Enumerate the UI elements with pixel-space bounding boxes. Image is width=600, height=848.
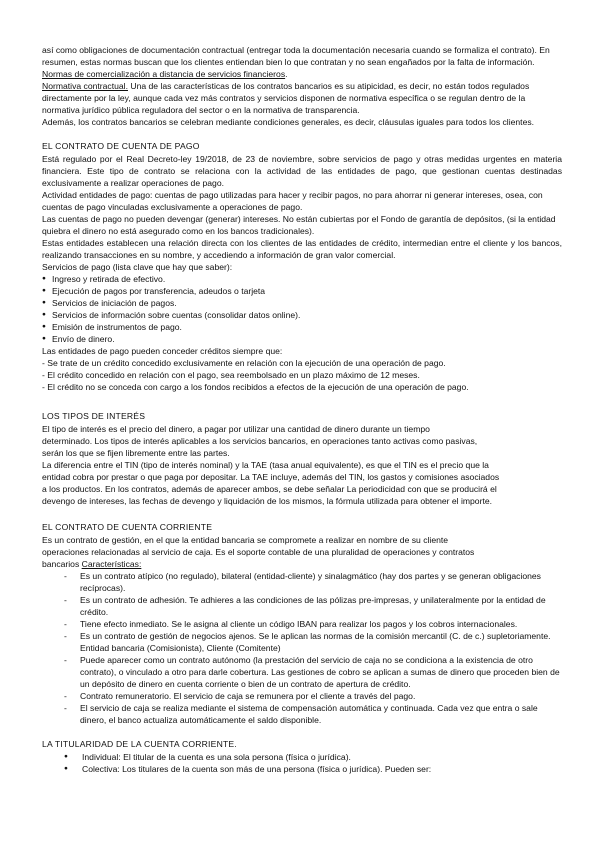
list-item: - El servicio de caja se realiza mediante el sistema de compensación automática y continuada. Cada vez que entra o sale dinero, el banco actualiza automáticamente el saldo disponible.	[42, 702, 562, 726]
list-item: ● Servicios de iniciación de pagos.	[42, 297, 562, 309]
credit-condition: - El crédito concedido en relación con el pago, sea reembolsado en un plazo máximo de 12 meses.	[42, 370, 420, 380]
characteristics-label: Características:	[81, 559, 142, 569]
pago-paragraph-1: Está regulado por el Real Decreto-ley 19/2018, de 23 de noviembre, sobre servicios de pago y otras medidas urgentes en materia financiera. Este tipo de contrato se relaciona con la actividad de las entidades de pago, que gestionan cuentas destinadas exclusivamente a realizar operaciones de pago.	[42, 154, 562, 188]
distance-rules-link: Normas de comercialización a distancia de servicios financieros	[42, 69, 286, 79]
intro-paragraph: así como obligaciones de documentación contractual (entregar toda la documentación necesaria cuando se formaliza el contrato). En resumen, estas normas buscan que los clientes entiendan bien lo que contratan y no sean engañados por la falta de información.	[42, 45, 550, 67]
list-item: - Es un contrato de adhesión. Te adhieres a las condiciones de las pólizas pre-impresas, y unilateralmente por la entidad de crédito.	[42, 594, 562, 618]
services-title: Servicios de pago (lista clave que hay que saber):	[42, 262, 233, 272]
credit-condition: - El crédito no se conceda con cargo a los fondos recibidos a efectos de la ejecución de una operación de pago.	[42, 382, 469, 392]
list-item: ● Ejecución de pagos por transferencia, adeudos o tarjeta	[42, 285, 562, 297]
section-heading-interes: LOS TIPOS DE INTERÉS	[42, 411, 146, 421]
interes-paragraph-1: El tipo de interés es el precio del dinero, a pagar por utilizar una cantidad de dinero durante un tiempo determinado. Los tipos de interés aplicables a los servicios bancarios, en operaciones tanto activas como pasivas, serán los que se fijen libremente entre las partes.	[42, 424, 478, 458]
distance-rules-line: Normas de comercialización a distancia de servicios financieros.	[42, 69, 288, 79]
ownership-list	[42, 751, 562, 775]
list-item: ● Servicios de información sobre cuentas (consolidar datos online).	[42, 309, 562, 321]
general-conditions-paragraph: Además, los contratos bancarios se celebran mediante condiciones generales, es decir, cláusulas iguales para todos los clientes.	[42, 117, 535, 127]
section-heading-pago: EL CONTRATO DE CUENTA DE PAGO	[42, 141, 200, 151]
contract-rules-paragraph: Normativa contractual. Una de las características de los contratos bancarios es su atipicidad, es decir, no están todos regulados directamente por la ley, aunque cada vez más contratos y servicios disponen de normativa específica o se regulan dentro de la normativa jurídico pública reguladora del sector o en la normativa de transparencia.	[42, 81, 530, 115]
list-item: - Tiene efecto inmediato. Se le asigna al cliente un código IBAN para realizar los pagos y los cobros internacionales.	[42, 618, 562, 630]
list-item: ● Emisión de instrumentos de pago.	[42, 321, 562, 333]
corriente-paragraph: Es un contrato de gestión, en el que la entidad bancaria se compromete a realizar en nombre de su cliente operaciones relacionadas al servicio de caja. Es el soporte contable de una pluralidad de operaciones y contratos bancarios Características:	[42, 535, 475, 569]
list-item: - Contrato remuneratorio. El servicio de caja se remunera por el cliente a través del pago.	[42, 690, 562, 702]
credit-condition: - Se trate de un crédito concedido exclusivamente en relación con la ejecución de una operación de pago.	[42, 358, 446, 368]
list-item: ● Ingreso y retirada de efectivo.	[42, 273, 562, 285]
list-item: - Es un contrato atípico (no regulado), bilateral (entidad-cliente) y sinalagmático (hay dos partes y se generan obligaciones recíprocas).	[42, 570, 562, 594]
services-list	[42, 273, 562, 345]
credit-title: Las entidades de pago pueden conceder créditos siempre que:	[42, 346, 283, 356]
pago-paragraph-3: Las cuentas de pago no pueden devengar (generar) intereses. No están cubiertas por el Fondo de garantía de depósitos, (si la entidad quiebra el dinero no está asegurado como en los bancos tradicionales).	[42, 214, 556, 236]
list-item: - Es un contrato de gestión de negocios ajenos. Se le aplican las normas de la comisión mercantil (C. de c.) supletoriamente. Entidad bancaria (Comisionista), Cliente (Comitente)	[42, 630, 562, 654]
pago-paragraph-2: Actividad entidades de pago: cuentas de pago utilizadas para hacer y recibir pagos, no para ahorrar ni generar intereses, osea, con cuentas de pago vinculadas exclusivamente a operaciones de pago.	[42, 190, 543, 212]
list-item: ● Envío de dinero.	[42, 333, 562, 345]
pago-paragraph-4: Estas entidades establecen una relación directa con los clientes de las entidades de crédito, intermedian entre el cliente y los bancos, realizando transacciones en su nombre, y accediendo a información de gran valor comercial.	[42, 238, 562, 260]
document-body	[42, 44, 562, 775]
characteristics-list	[42, 570, 562, 726]
list-item: - Puede aparecer como un contrato autónomo (la prestación del servicio de caja no se condiciona a la existencia de otro contrato), o vinculado a otro para darle cobertura. Las gestiones de cobro se aplican a sumas de dinero que proceden bien de un depósito de dinero en cuenta corriente o bien de un contrato de apertura de crédito.	[42, 654, 562, 690]
list-item: ● Colectiva: Los titulares de la cuenta son más de una persona (física o jurídica). Pueden ser:	[42, 763, 562, 775]
interes-paragraph-2: La diferencia entre el TIN (tipo de interés nominal) y la TAE (tasa anual equivalente), es que el TIN es el precio que la entidad cobra por prestar o que paga por depositar. La TAE incluye, además del TIN, los gastos y comisiones asociados a los productos. En los contratos, además de aparecer ambos, se debe señalar La periodicidad con que se producirá el devengo de intereses, las fechas de devengo y liquidación de los mismos, la fórmula utilizada para obtener el importe.	[42, 460, 500, 506]
contract-rules-label: Normativa contractual.	[42, 81, 128, 91]
section-heading-titularidad: LA TITULARIDAD DE LA CUENTA CORRIENTE.	[42, 739, 237, 749]
section-heading-corriente: EL CONTRATO DE CUENTA CORRIENTE	[42, 522, 213, 532]
list-item: ● Individual: El titular de la cuenta es una sola persona (física o jurídica).	[42, 751, 562, 763]
